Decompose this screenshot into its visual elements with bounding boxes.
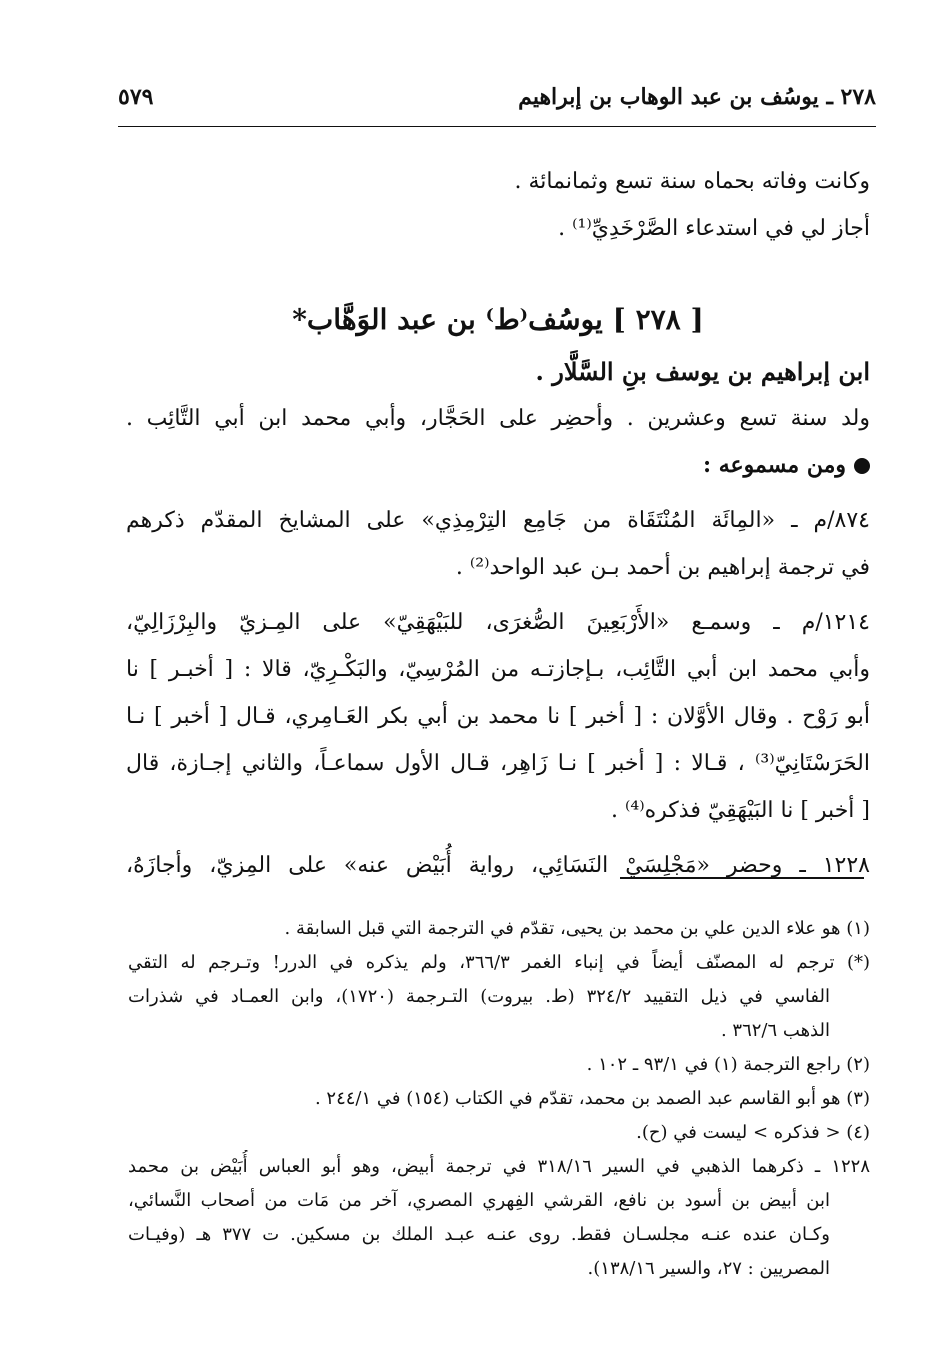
footnote-continuation: وكـان عنده عنـه مجلسـان فقط. روى عنـه عبـد الملك بن مسكين. ت ٣٧٧ هـ (وفيـات bbox=[128, 1224, 830, 1245]
intro-line: أجاز لي في استدعاء الصَّرْخَدِيِّ⁽¹⁾ . bbox=[558, 216, 870, 241]
paragraph-line: في ترجمة إبراهيم بن أحمد بـن عبد الواحد⁽²⁾ . bbox=[455, 555, 870, 580]
paragraph-line: وأبي محمد ابن أبي التَّائِب، بـإجازتـه من المُرْسِيّ، والبَكْـرِيّ، قالا : [ أخبـر ] نا bbox=[126, 657, 870, 682]
footnote-continuation: الفاسي في ذيل التقييد ٣٢٤/٢ (ط. بيروت) التـرجمة (١٧٢٠)، وابن العمـاد في شذرات bbox=[128, 986, 830, 1007]
born-line: ولد سنة تسع وعشرين . وأحضِر على الحَجَّار، وأبي محمد ابن أبي التَّائِب . bbox=[126, 406, 870, 431]
main-text bbox=[126, 158, 870, 889]
footnote-continuation: ابن أبيض بن أسود بن نافع، القرشي الفِهري المصري، آخر من مَات من أصحاب النَّسائي، bbox=[128, 1190, 830, 1211]
footnote-continuation: المصريين : ٢٧، والسير ١٣٨/١٦). bbox=[587, 1258, 830, 1279]
footnote-continuation: الذهب ٣٦٢/٦ . bbox=[720, 1020, 830, 1041]
section-label-row bbox=[126, 442, 870, 489]
entry-heading: [ ٢٧٨ ] يوسُف⁽ط⁾ بن عبد الوَهَّاب* bbox=[292, 303, 704, 336]
page-header bbox=[118, 84, 876, 124]
running-title: ٢٧٨ ـ يوسُف بن عبد الوهاب بن إبراهيم bbox=[518, 84, 876, 110]
footnote: (٤) < فذكره > ليست في (ح). bbox=[636, 1122, 870, 1143]
paragraph-line: ٨٧٤/م ـ «المِائَة المُنْتَقَاة من جَامِع التِرْمِذِي» على المشايخ المقدّم ذكرهم bbox=[126, 508, 870, 533]
intro-line: وكانت وفاته بحماه سنة تسع وثمانمائة . bbox=[514, 169, 870, 194]
paragraph-line: الحَرَسْتَانِيّ⁽³⁾ ، قـالا : [ أخبر ] نـا زَاهِر، قـال الأول سماعـاً، والثاني إجـازة، قال bbox=[126, 751, 870, 776]
bullet-icon bbox=[854, 458, 870, 474]
paragraph-line: ١٢١٤/م ـ وسمـع «الأَرْبَعِينَ الصُّغرَى، للبَيْهَقِيّ» على المِـزيّ والبِرْزَالِيّ، bbox=[126, 610, 870, 635]
footnote: (١) هو علاء الدين علي بن محمد بن يحيى، تقدّم في الترجمة التي قبل السابقة . bbox=[284, 918, 870, 939]
footnotes bbox=[128, 912, 870, 1286]
lineage-line: ابن إبراهيم بن يوسف بنِ السَّلَّار . bbox=[535, 357, 870, 386]
section-label: ومن مسموعه : bbox=[702, 452, 846, 478]
footnote: (٣) هو أبو القاسم عبد الصمد بن محمد، تقدّم في الكتاب (١٥٤) في ٢٤٤/١ . bbox=[314, 1088, 870, 1109]
paragraph-line: [ أخبر ] نا البَيْهَقِيّ فذكره⁽⁴⁾ . bbox=[611, 798, 870, 823]
footnote: (*) ترجم له المصنّف أيضاً في إنباء الغمر ٣٦٦/٣، ولم يذكره في الدرر! وتـرجم له التقي bbox=[128, 952, 870, 973]
paragraph-line: ١٢٢٨ ـ وحضر «مَجْلِسَيْ النَسَائِي، رواية أُبَيْض عنه» على المِزيّ، وأجازَهُ، bbox=[126, 853, 870, 878]
page-number: ٥٧٩ bbox=[118, 84, 154, 110]
paragraph-line: أبو رَوْح . وقال الأوَّلان : [ أخبر ] نا محمد بن أبي بكر العَـامِري، قـال [ أخبر ] نـا bbox=[126, 704, 870, 729]
header-rule bbox=[118, 126, 876, 127]
footnote: ١٢٢٨ ـ ذكرهما الذهبي في السير ٣١٨/١٦ في ترجمة أبيض، وهو أبو العباس أُبَيْض بن محمد bbox=[128, 1156, 870, 1177]
footnote: (٢) راجع الترجمة (١) في ٩٣/١ ـ ١٠٢ . bbox=[586, 1054, 870, 1075]
